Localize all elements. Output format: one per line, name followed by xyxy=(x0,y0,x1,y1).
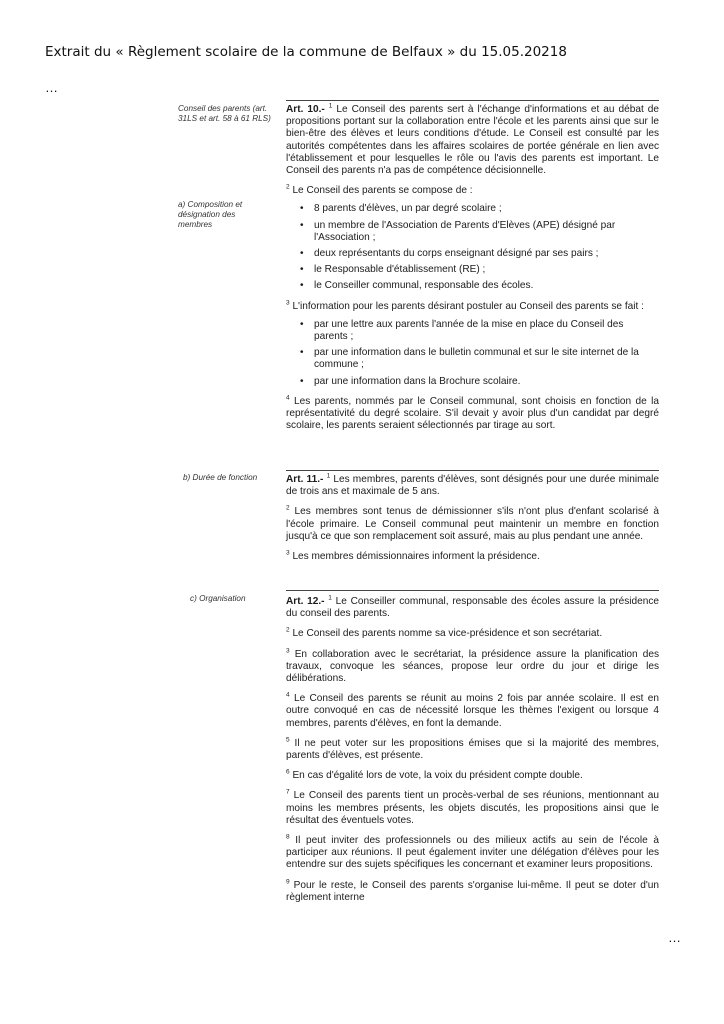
art12-p7-text: Le Conseil des parents tient un procès-verbal de ses réunions, mentionnant au moins les membres présents, les objets discutés, les propositions ainsi que le résultat des éventuels votes. xyxy=(286,790,660,826)
art11-p2-num: 2 xyxy=(286,505,290,513)
art12-p6-text: En cas d'égalité lors de vote, la voix du président compte double. xyxy=(292,770,583,782)
art12-paragraph-1 xyxy=(286,596,659,620)
article-12 xyxy=(286,596,659,912)
art12-paragraph-4 xyxy=(286,693,659,730)
sidenote-organisation: c) Organisation xyxy=(190,594,246,603)
art12-p4-text: Le Conseil des parents se réunit au moins 2 fois par année scolaire. Il est en outre convoqué en cas de nécessité lorsque les thèmes l'exigent ou lorsque 4 membres, parents d'élèves, en font la demande. xyxy=(286,693,659,729)
art12-paragraph-2 xyxy=(286,628,659,640)
list-item: • par une information dans le bulletin communal et sur le site internet de la commune ; xyxy=(314,347,659,371)
list-item: • le Responsable d'établissement (RE) ; xyxy=(314,264,659,276)
ellipsis-bottom: … xyxy=(668,930,681,945)
article-10 xyxy=(286,104,659,440)
art11-paragraph-3 xyxy=(286,551,659,563)
sidenote-duree: b) Durée de fonction xyxy=(183,473,258,482)
art12-title: Art. 12.- xyxy=(286,596,325,607)
article-10-rule xyxy=(286,100,659,101)
art12-p3-text: En collaboration avec le secrétariat, la présidence assure la planification des travaux, convoque les séances, propose leur ordre du jour et dirige les délibérations. xyxy=(286,648,660,685)
list-item: • un membre de l'Association de Parents d'Elèves (APE) désigné par l'Association ; xyxy=(314,220,659,244)
art12-p2-text: Le Conseil des parents nomme sa vice-présidence et son secrétariat. xyxy=(292,628,603,640)
article-11 xyxy=(286,474,659,571)
art10-p2-text: Le Conseil des parents se compose de : xyxy=(292,185,473,197)
art12-paragraph-7 xyxy=(286,790,659,827)
art12-p9-text: Pour le reste, le Conseil des parents s'organise lui-même. Il peut se doter d'un règlement interne xyxy=(286,879,659,903)
art11-paragraph-2 xyxy=(286,506,659,543)
art11-title: Art. 11.- xyxy=(286,474,324,485)
art12-p5-num: 5 xyxy=(286,736,290,744)
art12-p6-num: 6 xyxy=(286,768,290,776)
art12-p7-num: 7 xyxy=(286,789,290,797)
art10-p4-num: 4 xyxy=(286,394,290,402)
art12-p8-text: Il peut inviter des professionnels ou des milieux actifs au sein de l'école à participer aux réunions. Il peut également inviter une délégation d'élèves pour les entendre sur des sujets spécifiques les concernant et examiner leurs propositions. xyxy=(286,835,659,871)
art12-p4-num: 4 xyxy=(286,691,290,699)
art12-p9-num: 9 xyxy=(286,878,290,886)
art12-p3-num: 3 xyxy=(286,647,290,655)
article-12-rule xyxy=(286,590,659,591)
art10-p3-text: L'information pour les parents désirant postuler au Conseil des parents se fait : xyxy=(292,300,644,312)
art11-paragraph-1 xyxy=(286,474,659,498)
art10-p1-num: 1 xyxy=(328,102,333,110)
list-item: • par une information dans la Brochure scolaire. xyxy=(314,376,659,388)
art10-paragraph-1 xyxy=(286,104,659,177)
art12-p8-num: 8 xyxy=(286,833,290,841)
document-title: Extrait du « Règlement scolaire de la commune de Belfaux » du 15.05.20218 xyxy=(45,44,567,60)
list-item: • deux représentants du corps enseignant désigné par ses pairs ; xyxy=(314,248,659,260)
art12-paragraph-6 xyxy=(286,770,659,782)
art10-p4-text: Les parents, nommés par le Conseil communal, sont choisis en fonction de la représentativité du degré scolaire. S'il devait y avoir plus d'un candidat par degré scolaire, les parents seraient sélectionnés par tirage au sort. xyxy=(286,395,659,432)
art10-p3-num: 3 xyxy=(286,299,290,307)
art10-title: Art. 10.- xyxy=(286,104,325,115)
art10-paragraph-2 xyxy=(286,185,659,197)
art12-p5-text: Il ne peut voter sur les propositions émises que si la majorité des membres, parents d'élèves, est présente. xyxy=(286,737,659,762)
list-item: • par une lettre aux parents l'année de la mise en place du Conseil des parents ; xyxy=(314,319,659,343)
art12-p2-num: 2 xyxy=(286,627,290,635)
art10-information-list xyxy=(286,319,659,388)
article-11-rule xyxy=(286,470,659,471)
list-item: • 8 parents d'élèves, un par degré scolaire ; xyxy=(314,203,659,215)
art12-p1-num: 1 xyxy=(328,594,332,602)
art10-p2-num: 2 xyxy=(286,183,290,191)
art10-paragraph-4 xyxy=(286,396,659,433)
art11-p2-text: Les membres sont tenus de démissionner s'ils n'ont plus d'enfant scolarisé à l'école primaire. Le Conseil communal peut maintenir un membre en fonction jusqu'à ce que son remplacement soit assuré, mais au plus pendant une année. xyxy=(286,506,660,542)
art12-paragraph-8 xyxy=(286,835,659,872)
art12-paragraph-3 xyxy=(286,649,659,686)
art10-composition-list xyxy=(286,203,659,292)
art11-p3-num: 3 xyxy=(286,549,290,557)
art11-p1-num: 1 xyxy=(326,472,331,480)
list-item: • le Conseiller communal, responsable des écoles. xyxy=(314,280,659,292)
art11-p1-text: Les membres, parents d'élèves, sont désignés pour une durée minimale de trois ans et maximale de 5 ans. xyxy=(286,474,659,498)
ellipsis-top: … xyxy=(45,80,58,95)
sidenote-conseil: Conseil des parents (art. 31LS et art. 58 à 61 RLS) xyxy=(178,104,271,123)
sidenote-composition: a) Composition et désignation des membres xyxy=(178,200,243,229)
art12-p1-text: Le Conseiller communal, responsable des écoles assure la présidence du conseil des parents. xyxy=(286,596,659,620)
art12-paragraph-5 xyxy=(286,738,659,762)
art10-p1-text: Le Conseil des parents sert à l'échange d'informations et au débat de propositions portant sur la collaboration entre l'école et les parents ainsi que sur le bien-être des élèves et leurs conditions d'étude. Le Conseil est consulté par les autorités compétentes dans les affaires scolaires de portée générale en lien avec l'établissement et pour lesquelles le rôle ou l'avis des parents est important. Le Conseil des parents n'a pas de compétence décisionnelle. xyxy=(286,104,659,177)
art10-paragraph-3 xyxy=(286,301,659,313)
art11-p3-text: Les membres démissionnaires informent la présidence. xyxy=(292,551,540,563)
art12-paragraph-9 xyxy=(286,880,659,904)
